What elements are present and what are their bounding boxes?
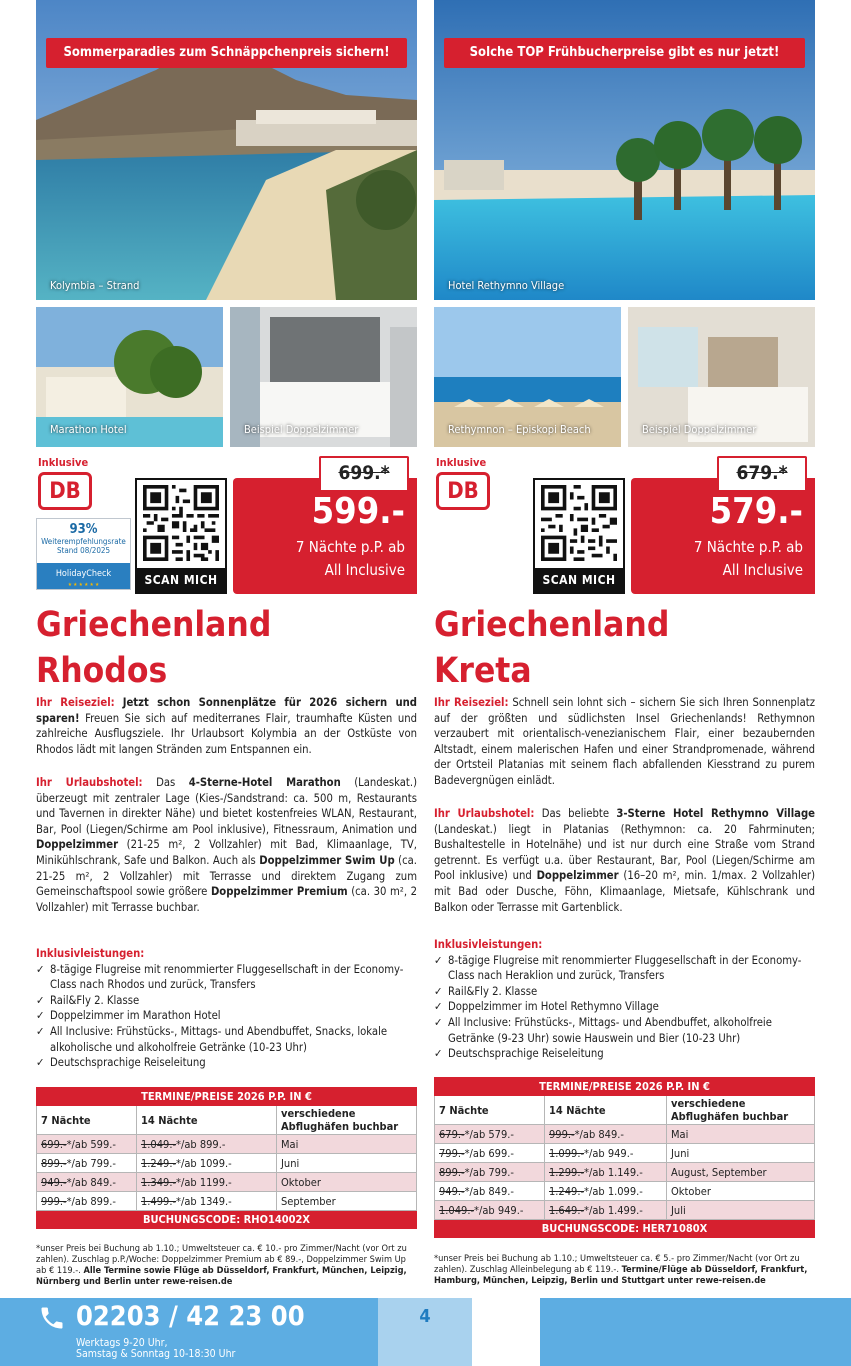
hc-date: Stand 08/2025 — [56, 546, 111, 555]
col-departure: verschiedene Abflughäfen buchbar — [667, 1096, 815, 1125]
list-item: ✓ All Inclusive: Frühstücks-, Mittags- und Abendbuffet, alkoholfreie Getränke (9-23 Uhr) sowie Hauswein und Bier (10-23 Uhr) — [434, 1015, 815, 1046]
new-price: 599.- — [311, 491, 405, 532]
old-price: 949.- — [439, 1184, 465, 1198]
footnote — [36, 1243, 417, 1287]
old-price: 699.- — [41, 1137, 67, 1151]
qr-code-box[interactable] — [135, 478, 227, 594]
hotel-text-part: (16–20 m², min. 1/max. 2 Vollzahler) mit Bad oder Dusche, Föhn, Klimaanlage, Mietsafe, Kühlschrank und Balkon oder Terrasse mit Gartenblick. — [434, 869, 815, 914]
inclusive-label: Inklusive — [38, 456, 89, 469]
new-price: */ab 849.- — [574, 1127, 624, 1141]
db-logo: DB — [38, 472, 92, 510]
new-price: */ab 899.- — [176, 1137, 226, 1151]
room-type: Doppelzimmer Premium — [210, 885, 348, 899]
star-icons: ★ ★ ★ ★ ★ ★ — [67, 582, 100, 588]
old-price: 679.- — [439, 1127, 465, 1141]
hero-image-kolymbia — [36, 0, 417, 300]
new-price: */ab 1199.- — [176, 1175, 232, 1189]
new-price: */ab 1349.- — [176, 1194, 232, 1208]
old-price: 899.- — [439, 1165, 465, 1179]
price-nights: 7 Nächte p.P. ab — [295, 538, 405, 556]
footnote-link-text: Alle Termine sowie Flüge ab Düsseldorf, Frankfurt, München, Leipzig, Nürnberg und Berlin unter rewe-reisen.de — [36, 1265, 407, 1287]
old-price: 949.- — [41, 1175, 67, 1189]
thumb-beach — [434, 307, 621, 447]
reiseziel-headline: Jetzt schon Sonnenplätze für 2026 sichern und sparen! — [36, 696, 418, 725]
holidaycheck-badge — [36, 518, 131, 590]
price-nights: 7 Nächte p.P. ab — [693, 538, 803, 556]
hero-caption: Hotel Rethymno Village — [448, 279, 565, 292]
old-price: 799.- — [439, 1146, 465, 1160]
hours-weekend: Samstag & Sonntag 10-18:30 Uhr — [76, 1348, 236, 1360]
thumb-caption: Rethymnon – Episkopi Beach — [448, 423, 591, 436]
hc-percent: 93% — [69, 522, 98, 537]
old-price: 1.099.- — [549, 1146, 585, 1160]
table-row — [37, 1154, 417, 1173]
old-price: 699.* — [319, 456, 409, 490]
reiseziel-label: Ihr Reiseziel: — [36, 696, 115, 709]
incl-list — [434, 953, 815, 1062]
db-logo: DB — [436, 472, 490, 510]
table-header: TERMINE/PREISE 2026 P.P. IN € — [37, 1088, 417, 1106]
room-type: Doppelzimmer Swim Up — [259, 853, 395, 867]
country-title: Griechenland — [36, 605, 272, 645]
new-price: */ab 949.- — [474, 1203, 524, 1217]
hotel-label: Ihr Urlaubshotel: — [36, 776, 143, 789]
footnote — [434, 1253, 815, 1286]
list-item: ✓ Doppelzimmer im Hotel Rethymno Village — [434, 999, 815, 1015]
promo-banner: Solche TOP Frühbucherpreise gibt es nur jetzt! — [444, 38, 805, 68]
term: Juli — [667, 1201, 815, 1220]
footnote-text: *unser Preis bei Buchung ab 1.10.; Umweltsteuer ca. € 10.- pro Zimmer/Nacht (vor Ort zu zahlen). Zuschlag p.P./Woche: Doppelzimmer Premium ab € 89.-, Doppelzimmer Swim Up ab € 119.-. — [36, 1243, 407, 1276]
old-price: 1.249.- — [549, 1184, 585, 1198]
footnote-text: *unser Preis bei Buchung ab 1.10.; Umweltsteuer ca. € 5.- pro Zimmer/Nacht (vor Ort zu zahlen). Zuschlag Alleinbelegung ab € 119.-. — [434, 1253, 800, 1275]
inclusive-services — [434, 937, 815, 1062]
new-price: 579.- — [709, 491, 803, 532]
list-item: ✓ Rail&Fly 2. Klasse — [434, 984, 815, 1000]
thumb-caption: Beispiel Doppelzimmer — [244, 423, 359, 436]
hotel-name: 3-Sterne Hotel Rethymno Village — [616, 807, 815, 820]
col-7-nights: 7 Nächte — [435, 1096, 545, 1125]
new-price: */ab 1.149.- — [584, 1165, 643, 1179]
old-price: 679.* — [717, 456, 807, 490]
price-board: All Inclusive — [324, 561, 405, 579]
reiseziel-text — [434, 695, 815, 789]
qr-code-box[interactable] — [533, 478, 625, 594]
hotel-label: Ihr Urlaubshotel: — [434, 807, 535, 820]
inclusive-services — [36, 946, 417, 1071]
new-price: */ab 699.- — [464, 1146, 514, 1160]
new-price: */ab 849.- — [66, 1175, 116, 1189]
list-item: ✓ Deutschsprachige Reiseleitung — [36, 1055, 417, 1071]
hotel-text-part: (Landeskat.) überzeugt mit zentraler Lage (Kies-/Sandstrand: ca. 500 m, Restaurants und Tavernen in direkter Nähe) und bietet kostenfreies WLAN, Restaurant, Bar, Pool (Liegen/Schirme am Pool inklusive), Fitnessraum, Animation und — [36, 776, 417, 836]
term: Mai — [667, 1125, 815, 1144]
table-row — [435, 1144, 815, 1163]
hotel-text-part: Das beliebte — [541, 807, 610, 820]
hotel-text — [434, 806, 815, 915]
term: Juni — [277, 1154, 417, 1173]
hotel-text — [36, 775, 417, 915]
new-price: */ab 849.- — [464, 1184, 514, 1198]
table-row — [435, 1163, 815, 1182]
phone-icon — [38, 1304, 66, 1332]
hotel-text-part: Das — [156, 776, 176, 789]
old-price: 1.049.- — [141, 1137, 177, 1151]
thumb-room — [230, 307, 417, 447]
thumb-caption: Marathon Hotel — [50, 423, 127, 436]
term: Oktober — [667, 1182, 815, 1201]
term: August, September — [667, 1163, 815, 1182]
new-price: */ab 799.- — [66, 1156, 116, 1170]
room-type: Doppelzimmer — [536, 869, 619, 883]
list-item: ✓ Rail&Fly 2. Klasse — [36, 993, 417, 1009]
island-title: Rhodos — [36, 651, 168, 691]
new-price: */ab 899.- — [66, 1194, 116, 1208]
old-price: 1.349.- — [141, 1175, 177, 1189]
hotel-name: 4-Sterne-Hotel Marathon — [188, 776, 341, 789]
incl-title: Inklusivleistungen: — [434, 938, 543, 951]
thumb-caption: Beispiel Doppelzimmer — [642, 423, 757, 436]
price-box — [233, 462, 417, 594]
hotel-text-part: (21-25 m², 2 Vollzahler) mit Bad, Klimaanlage, TV, Minikühlschrank, Safe und Balkon. Auch als — [36, 838, 417, 867]
table-row — [37, 1135, 417, 1154]
booking-code: BUCHUNGSCODE: RHO14002X — [37, 1211, 417, 1229]
term: Juni — [667, 1144, 815, 1163]
list-item: ✓ All Inclusive: Frühstücks-, Mittags- und Abendbuffet, Snacks, lokale alkoholische und alkoholfreie Getränke (10-23 Uhr) — [36, 1024, 417, 1055]
hotel-text-part: (ca. 30 m², 2 Vollzahler) mit Terrasse buchbar. — [36, 885, 418, 914]
thumb-room — [628, 307, 815, 447]
table-row — [435, 1125, 815, 1144]
table-row — [435, 1201, 815, 1220]
hotline-panel[interactable] — [0, 1298, 378, 1366]
col-7-nights: 7 Nächte — [37, 1106, 137, 1135]
old-price: 1.049.- — [439, 1203, 475, 1217]
list-item: ✓ Doppelzimmer im Marathon Hotel — [36, 1008, 417, 1024]
footnote-link-text: Termine/Flüge ab Düsseldorf, Frankfurt, Hamburg, München, Leipzig, Berlin und Stuttgart unter rewe-reisen.de — [434, 1264, 808, 1286]
price-table — [36, 1087, 417, 1229]
reiseziel-label: Ihr Reiseziel: — [434, 696, 509, 709]
destination-title — [36, 600, 417, 696]
list-item: ✓ 8-tägige Flugreise mit renommierter Fluggesellschaft in der Economy-Class nach Heraklion und zurück, Transfers — [434, 953, 815, 984]
island-title: Kreta — [434, 651, 532, 691]
phone-number[interactable]: 02203 / 42 23 00 — [76, 1301, 305, 1332]
new-price: */ab 1.099.- — [584, 1184, 643, 1198]
promo-banner: Sommerparadies zum Schnäppchenpreis sichern! — [46, 38, 407, 68]
old-price: 999.- — [549, 1127, 575, 1141]
list-item: ✓ Deutschsprachige Reiseleitung — [434, 1046, 815, 1062]
old-price: 899.- — [41, 1156, 67, 1170]
table-header: TERMINE/PREISE 2026 P.P. IN € — [435, 1078, 815, 1096]
new-price: */ab 949.- — [584, 1146, 634, 1160]
price-table — [434, 1077, 815, 1238]
old-price: 1.499.- — [141, 1194, 177, 1208]
col-14-nights: 14 Nächte — [137, 1106, 277, 1135]
old-price: 1.649.- — [549, 1203, 585, 1217]
term: Mai — [277, 1135, 417, 1154]
qr-code-icon — [143, 485, 219, 561]
reiseziel-text — [36, 695, 417, 757]
new-price: */ab 599.- — [66, 1137, 116, 1151]
country-title: Griechenland — [434, 605, 670, 645]
reiseziel-body: Freuen Sie sich auf mediterranes Flair, traumhafte Küsten und zahlreiche Ausflugsziele. Ihr Urlaubsort Kolymbia an der Ostküste von Rhodos lädt mit langen Stränden zum Entspannen ein. — [36, 711, 418, 756]
new-price: */ab 1099.- — [176, 1156, 232, 1170]
room-type: Doppelzimmer — [36, 838, 119, 852]
incl-title: Inklusivleistungen: — [36, 947, 145, 960]
new-price: */ab 579.- — [464, 1127, 514, 1141]
footer-bar — [0, 1298, 851, 1366]
qr-code-icon — [541, 485, 617, 561]
new-price: */ab 799.- — [464, 1165, 514, 1179]
table-row — [435, 1182, 815, 1201]
page-number: 4 — [419, 1306, 431, 1327]
inclusive-label: Inklusive — [436, 456, 487, 469]
booking-code: BUCHUNGSCODE: HER71080X — [435, 1220, 815, 1238]
hc-label: Weiterempfehlungsrate — [41, 537, 126, 546]
table-row — [37, 1173, 417, 1192]
col-14-nights: 14 Nächte — [545, 1096, 667, 1125]
hero-image-rethymno — [434, 0, 815, 300]
reiseziel-body: Schnell sein lohnt sich – sichern Sie sich Ihren Sonnenplatz auf der größten und südlichsten Insel Griechenlands! Rethymnon verzaubert mit orientalisch-venezianischem Flair, einer bezaubernden Altstadt, einem malerischen Hafen und einer Strandpromenade, während der Ortsteil Platanias mit seinem flach abfallenden Kiesstrand zu purem Badevergnügen einlädt. — [434, 696, 815, 787]
list-item: ✓ 8-tägige Flugreise mit renommierter Fluggesellschaft in der Economy-Class nach Rhodos und zurück, Transfers — [36, 962, 417, 993]
old-price: 1.249.- — [141, 1156, 177, 1170]
term: September — [277, 1192, 417, 1211]
hotel-text-part: (ca. 21-25 m², 2 Vollzahler) mit Terrasse und direktem Zugang zum Gemeinschaftspool sowie größere — [36, 853, 417, 899]
scan-label: SCAN MICH — [535, 568, 623, 592]
scan-label: SCAN MICH — [137, 568, 225, 592]
destination-title — [434, 600, 815, 696]
table-row — [37, 1192, 417, 1211]
price-box — [631, 462, 815, 594]
price-board: All Inclusive — [722, 561, 803, 579]
old-price: 999.- — [41, 1194, 67, 1208]
col-departure: verschiedene Abflughäfen buchbar — [277, 1106, 417, 1135]
hero-caption: Kolymbia – Strand — [50, 279, 140, 292]
new-price: */ab 1.499.- — [584, 1203, 643, 1217]
thumb-hotel — [36, 307, 223, 447]
hotel-text-part: (Landeskat.) liegt in Platanias (Rethymnon: ca. 20 Fahrminuten; Bushaltestelle in Hotelnähe) und ist nur durch eine Straße vom Strand getrennt. Es verfügt u.a. über Restaurant, Bar, Pool (Liegen/Schirme am Pool inklusive) und — [434, 822, 815, 883]
term: Oktober — [277, 1173, 417, 1192]
hours-weekday: Werktags 9-20 Uhr, — [76, 1337, 168, 1349]
footer-right-panel — [540, 1298, 851, 1366]
old-price: 1.299.- — [549, 1165, 585, 1179]
incl-list — [36, 962, 417, 1071]
holidaycheck-logo: HolidayCheck — [37, 563, 130, 589]
